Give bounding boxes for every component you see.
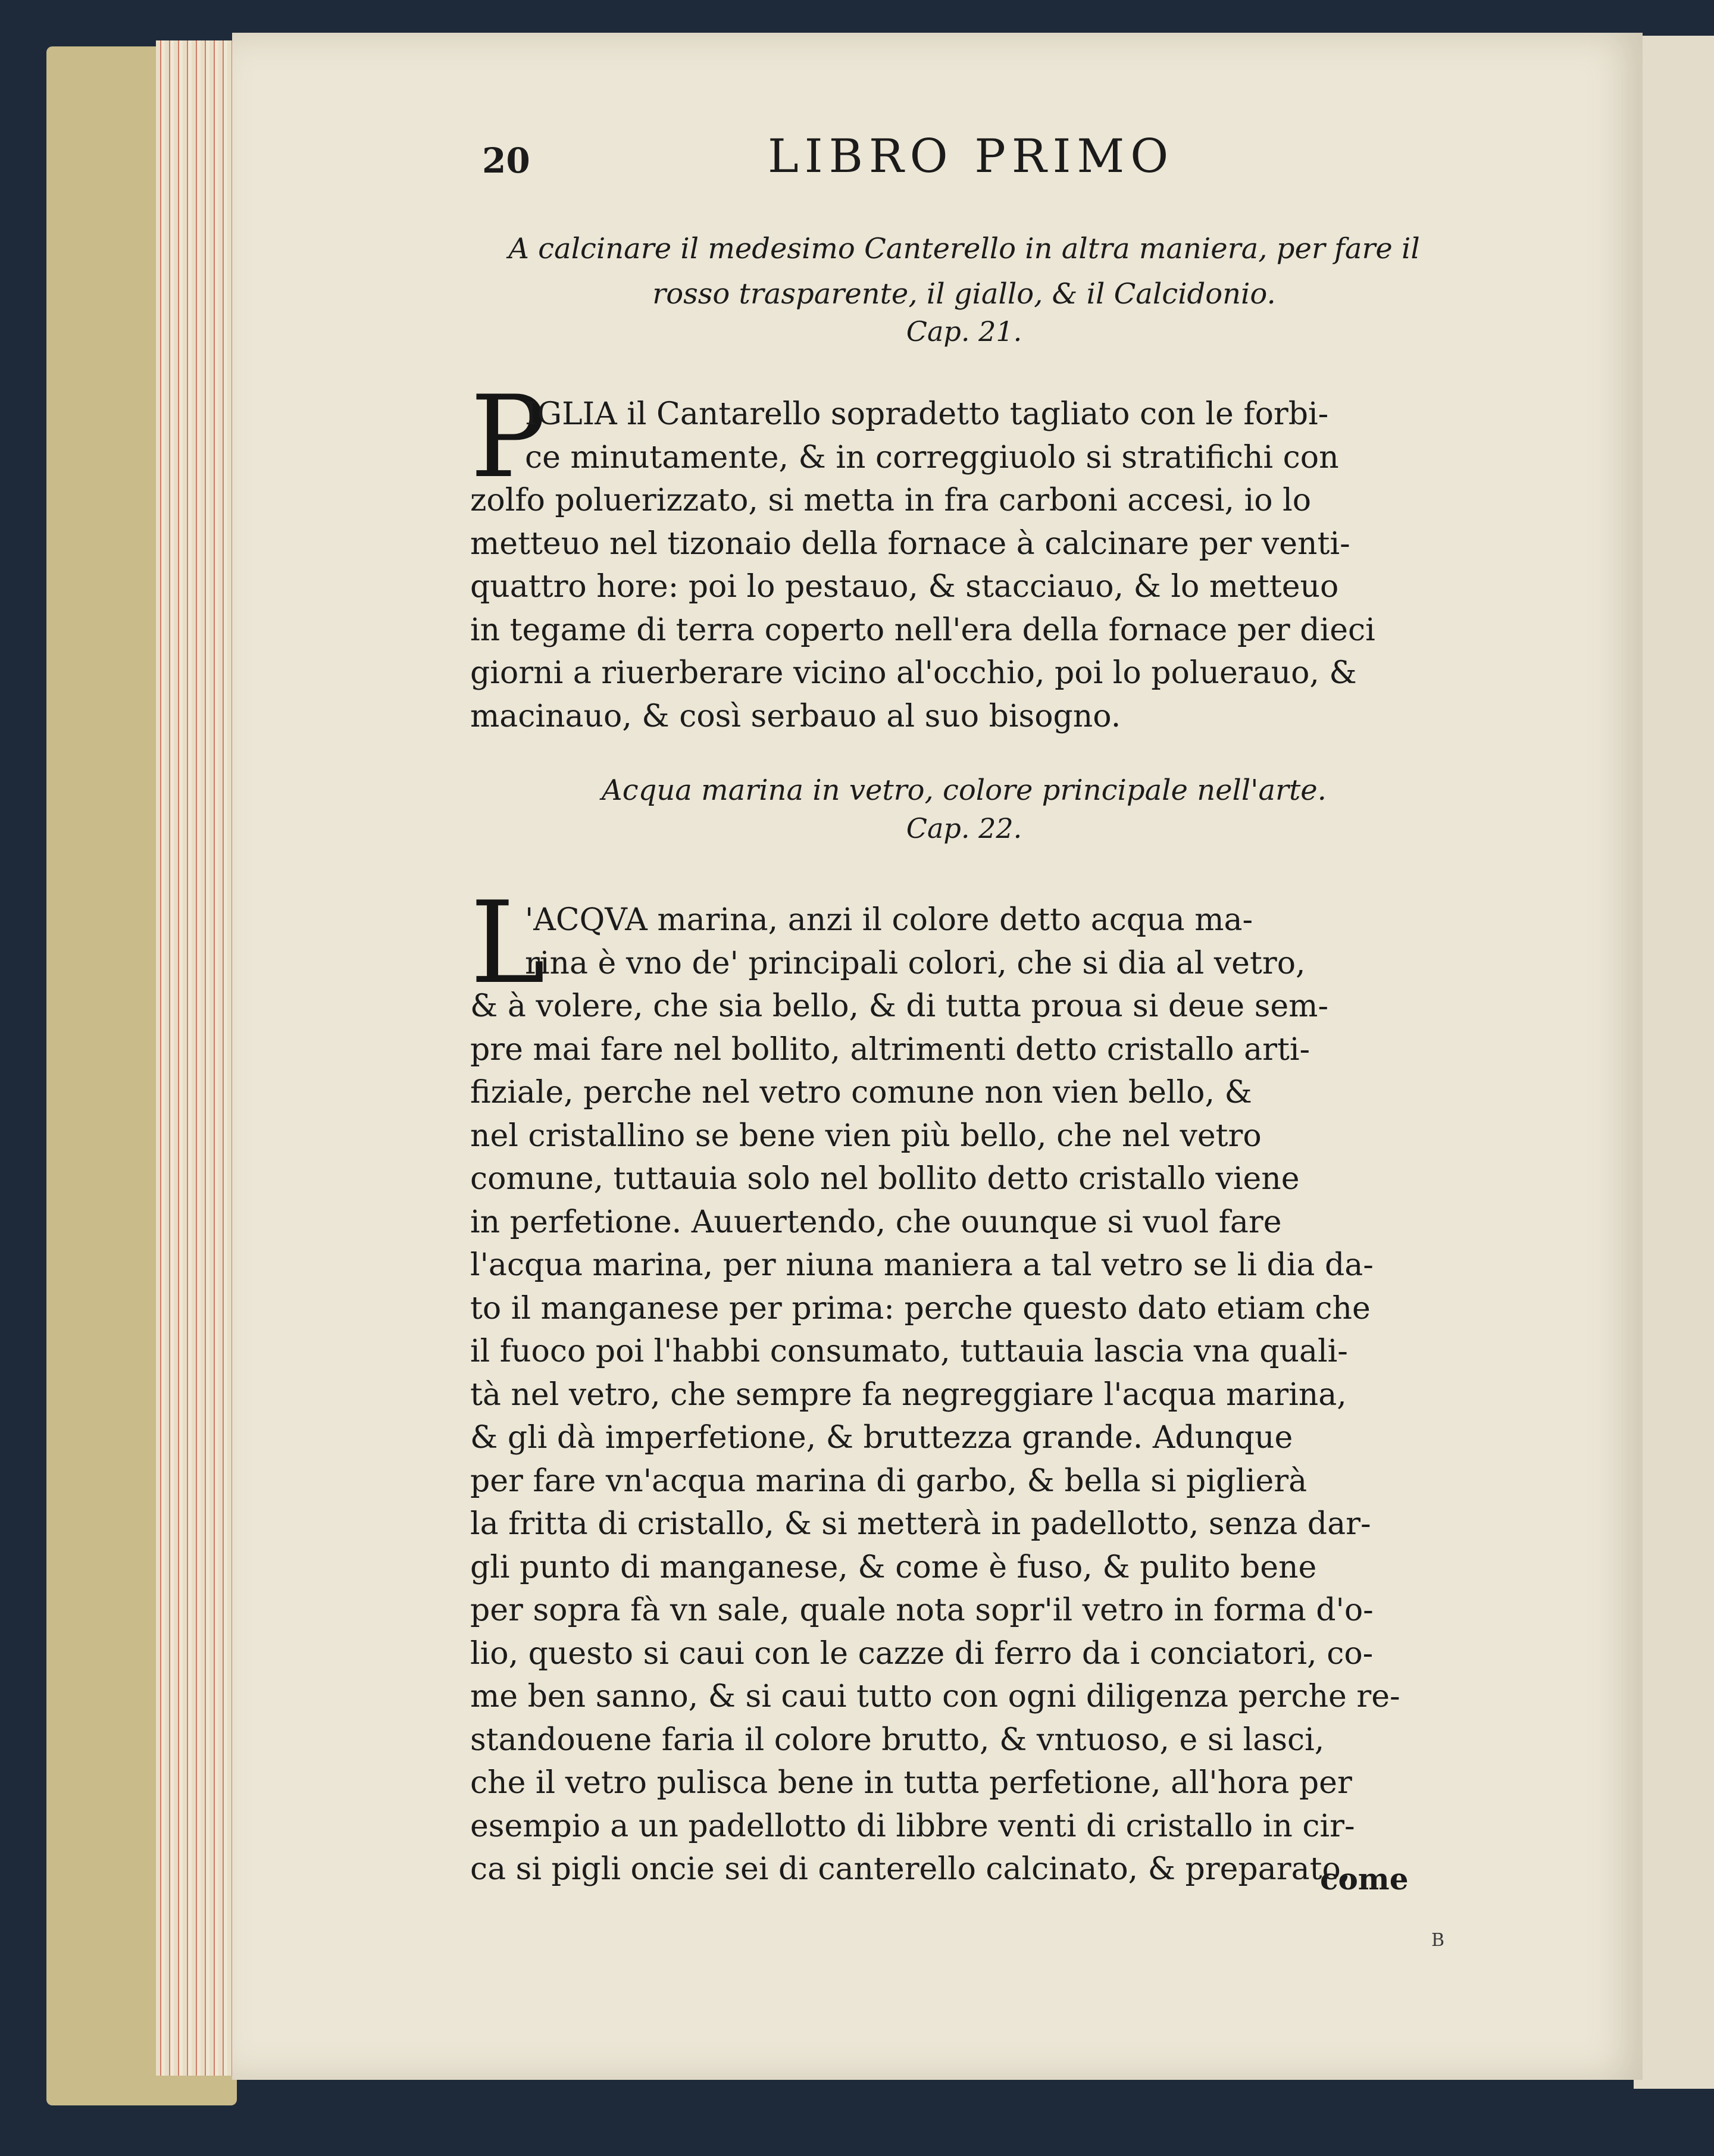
text-line: lio, questo si caui con le cazze di ferro da i conciatori, co-	[470, 1635, 1374, 1672]
catchword: come	[1320, 1861, 1409, 1897]
text-line: il fuoco poi l'habbi consumato, tuttauia lascia vna quali-	[470, 1334, 1348, 1369]
running-head: LIBRO PRIMO	[768, 130, 1175, 183]
chapter-21-title-line: A calcinare il medesimo Canterello in altra maniera, per fare il	[508, 232, 1420, 265]
text-line: in tegame di terra coperto nell'era della fornace per dieci	[470, 612, 1375, 648]
page-header	[482, 130, 1220, 195]
text-line: nel cristallino se bene vien più bello, che nel vetro	[470, 1118, 1262, 1154]
text-line: rina è vno de' principali colori, che si dia al vetro,	[525, 945, 1306, 981]
text-line: quattro hore: poi lo pestauo, & stacciauo, & lo metteuo	[470, 569, 1339, 605]
drop-cap-l: L	[470, 877, 546, 1009]
text-line: metteuo nel tizonaio della fornace à calcinare per venti-	[470, 525, 1350, 562]
text-line: ce minutamente, & in correggiuolo si stratifichi con	[525, 439, 1339, 475]
text-line: standouene faria il colore brutto, & vntuoso, e si lasci,	[470, 1722, 1325, 1758]
text-line: in perfetione. Auuertendo, che ouunque si vuol fare	[470, 1204, 1282, 1240]
text-line: esempio a un padellotto di libbre venti di cristallo in cir-	[470, 1808, 1355, 1844]
chapter-21-title	[464, 226, 1464, 317]
chapter-21-number: Cap. 21.	[906, 315, 1022, 348]
text-line: pre mai fare nel bollito, altrimenti detto cristallo arti-	[470, 1031, 1310, 1068]
chapter-22-number: Cap. 22.	[906, 812, 1022, 844]
drop-cap-p: P	[470, 371, 546, 503]
text-line: la fritta di cristallo, & si metterà in padellotto, senza dar-	[470, 1506, 1371, 1542]
text-line: l'acqua marina, per niuna maniera a tal vetro se li dia da-	[470, 1247, 1374, 1283]
text-line: gli punto di manganese, & come è fuso, & pulito bene	[470, 1549, 1317, 1585]
text-line: fiziale, perche nel vetro comune non vien bello, &	[470, 1075, 1252, 1110]
text-line: giorni a riuerberare vicino al'occhio, poi lo poluerauo, &	[470, 655, 1357, 691]
chapter-22-title: Acqua marina in vetro, colore principale nell'arte.	[602, 774, 1327, 807]
chapter-21-body	[470, 393, 1482, 738]
chapter-22-body	[470, 899, 1482, 1891]
text-line: 'ACQVA marina, anzi il colore detto acqua ma-	[525, 902, 1253, 938]
signature-mark: B	[1431, 1930, 1445, 1951]
text-line: per fare vn'acqua marina di garbo, & bella si piglierà	[470, 1463, 1308, 1499]
text-line: che il vetro pulisca bene in tutta perfetione, all'hora per	[470, 1765, 1352, 1801]
text-line: me ben sanno, & si caui tutto con ogni diligenza perche re-	[470, 1679, 1400, 1714]
chapter-21-title-line: rosso trasparente, il giallo, & il Calcidonio.	[652, 277, 1276, 311]
text-line: comune, tuttauia solo nel bollito detto cristallo viene	[470, 1161, 1300, 1197]
text-line: macinauo, & così serbauo al suo bisogno.	[470, 698, 1121, 734]
text-line: tà nel vetro, che sempre fa negreggiare l'acqua marina,	[470, 1376, 1347, 1413]
folio-number: 20	[482, 140, 530, 181]
text-line: per sopra fà vn sale, quale nota sopr'il vetro in forma d'o-	[470, 1592, 1374, 1628]
text-line: IGLIA il Cantarello sopradetto tagliato con le forbi-	[525, 396, 1329, 432]
text-line: zolfo poluerizzato, si metta in fra carboni accesi, io lo	[470, 483, 1312, 518]
text-line: ca si pigli oncie sei di canterello calcinato, & preparato,	[470, 1851, 1351, 1887]
facing-page-edge	[1634, 36, 1714, 2089]
page-edges	[156, 40, 239, 2076]
text-line: & gli dà imperfetione, & bruttezza grande. Adunque	[470, 1420, 1293, 1456]
text-line: & à volere, che sia bello, & di tutta proua si deue sem-	[470, 988, 1329, 1024]
text-line: to il manganese per prima: perche questo dato etiam che	[470, 1290, 1371, 1326]
